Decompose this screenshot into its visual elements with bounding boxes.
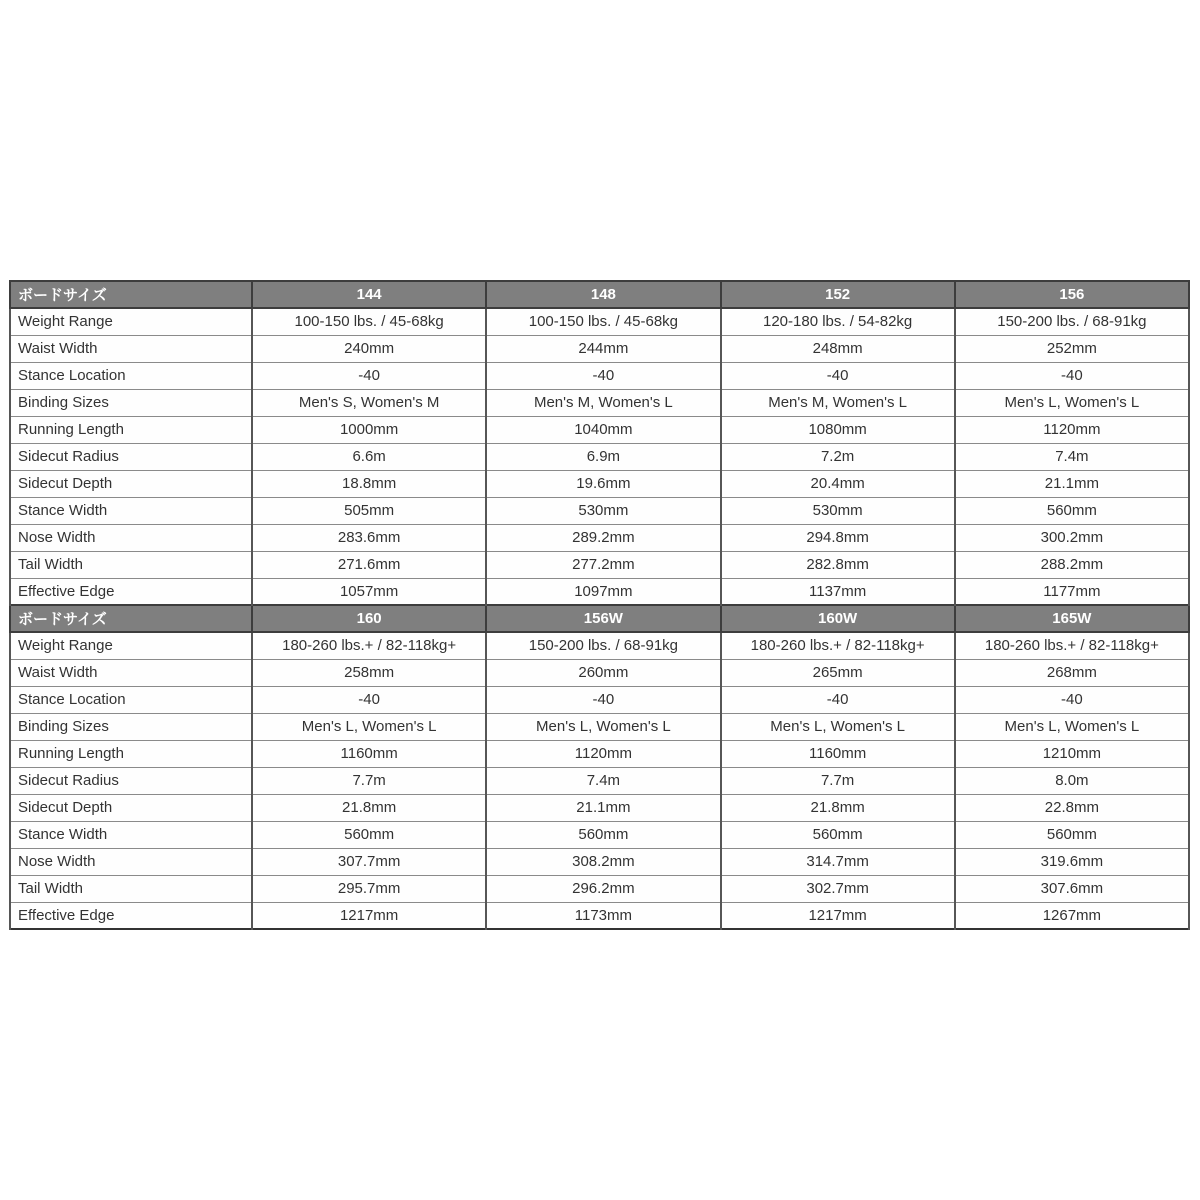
spec-value-cell: 21.8mm (721, 794, 955, 821)
spec-value-cell: 244mm (486, 335, 720, 362)
spec-row-label: Tail Width (10, 875, 252, 902)
spec-row-label: Effective Edge (10, 902, 252, 929)
spec-value-cell: 295.7mm (252, 875, 486, 902)
spec-value-cell: Men's M, Women's L (721, 389, 955, 416)
spec-value-cell: 258mm (252, 659, 486, 686)
spec-row (10, 902, 1189, 929)
spec-table-container (9, 280, 1190, 930)
spec-value-cell: 1120mm (955, 416, 1189, 443)
spec-value-cell: 560mm (721, 821, 955, 848)
section-header-row (10, 281, 1189, 308)
spec-row (10, 740, 1189, 767)
spec-value-cell: -40 (955, 686, 1189, 713)
spec-row (10, 821, 1189, 848)
spec-row (10, 848, 1189, 875)
spec-value-cell: 8.0m (955, 767, 1189, 794)
spec-value-cell: Men's L, Women's L (486, 713, 720, 740)
spec-row (10, 551, 1189, 578)
spec-value-cell: 1177mm (955, 578, 1189, 605)
spec-row-label: Binding Sizes (10, 713, 252, 740)
spec-value-cell: 7.4m (955, 443, 1189, 470)
spec-value-cell: 289.2mm (486, 524, 720, 551)
spec-value-cell: 18.8mm (252, 470, 486, 497)
spec-value-cell: 1080mm (721, 416, 955, 443)
size-column-header: 144 (252, 281, 486, 308)
spec-value-cell: 22.8mm (955, 794, 1189, 821)
spec-value-cell: -40 (955, 362, 1189, 389)
spec-value-cell: 248mm (721, 335, 955, 362)
spec-value-cell: 7.2m (721, 443, 955, 470)
spec-value-cell: 100-150 lbs. / 45-68kg (486, 308, 720, 335)
size-column-header: 152 (721, 281, 955, 308)
spec-value-cell: 240mm (252, 335, 486, 362)
spec-value-cell: 283.6mm (252, 524, 486, 551)
spec-row (10, 632, 1189, 659)
spec-value-cell: Men's L, Women's L (955, 713, 1189, 740)
spec-row-label: Stance Location (10, 362, 252, 389)
spec-value-cell: 560mm (955, 497, 1189, 524)
spec-row-label: Nose Width (10, 848, 252, 875)
spec-row (10, 875, 1189, 902)
spec-value-cell: 268mm (955, 659, 1189, 686)
spec-value-cell: 288.2mm (955, 551, 1189, 578)
spec-value-cell: 180-260 lbs.+ / 82-118kg+ (721, 632, 955, 659)
spec-value-cell: 1217mm (252, 902, 486, 929)
spec-value-cell: 6.9m (486, 443, 720, 470)
spec-value-cell: Men's L, Women's L (721, 713, 955, 740)
size-column-header: 160 (252, 605, 486, 632)
size-column-header: 156 (955, 281, 1189, 308)
spec-row-label: Sidecut Depth (10, 470, 252, 497)
spec-value-cell: 100-150 lbs. / 45-68kg (252, 308, 486, 335)
spec-value-cell: 314.7mm (721, 848, 955, 875)
spec-value-cell: 302.7mm (721, 875, 955, 902)
spec-row (10, 794, 1189, 821)
spec-row (10, 497, 1189, 524)
size-column-header: 165W (955, 605, 1189, 632)
spec-value-cell: 1000mm (252, 416, 486, 443)
spec-row-label: Stance Width (10, 497, 252, 524)
spec-value-cell: 21.1mm (955, 470, 1189, 497)
spec-row-label: Effective Edge (10, 578, 252, 605)
spec-value-cell: -40 (721, 686, 955, 713)
spec-value-cell: 308.2mm (486, 848, 720, 875)
spec-row (10, 308, 1189, 335)
spec-row (10, 686, 1189, 713)
spec-row-label: Tail Width (10, 551, 252, 578)
size-column-header: 148 (486, 281, 720, 308)
spec-value-cell: 307.6mm (955, 875, 1189, 902)
spec-row (10, 578, 1189, 605)
spec-row (10, 470, 1189, 497)
spec-value-cell: 252mm (955, 335, 1189, 362)
spec-row-label: Stance Location (10, 686, 252, 713)
spec-value-cell: Men's S, Women's M (252, 389, 486, 416)
spec-value-cell: 1057mm (252, 578, 486, 605)
spec-value-cell: 271.6mm (252, 551, 486, 578)
spec-row (10, 443, 1189, 470)
board-size-header: ボードサイズ (10, 281, 252, 308)
spec-value-cell: -40 (486, 686, 720, 713)
spec-table (9, 280, 1190, 930)
spec-value-cell: 1217mm (721, 902, 955, 929)
spec-value-cell: 19.6mm (486, 470, 720, 497)
spec-value-cell: 7.7m (721, 767, 955, 794)
spec-value-cell: Men's M, Women's L (486, 389, 720, 416)
spec-value-cell: 20.4mm (721, 470, 955, 497)
section-header-row (10, 605, 1189, 632)
spec-row-label: Running Length (10, 740, 252, 767)
spec-value-cell: 1120mm (486, 740, 720, 767)
spec-row (10, 713, 1189, 740)
spec-value-cell: 120-180 lbs. / 54-82kg (721, 308, 955, 335)
spec-value-cell: 7.4m (486, 767, 720, 794)
spec-value-cell: 296.2mm (486, 875, 720, 902)
spec-value-cell: 1137mm (721, 578, 955, 605)
spec-value-cell: Men's L, Women's L (252, 713, 486, 740)
spec-value-cell: 1097mm (486, 578, 720, 605)
spec-value-cell: 150-200 lbs. / 68-91kg (486, 632, 720, 659)
spec-value-cell: 6.6m (252, 443, 486, 470)
spec-value-cell: 560mm (955, 821, 1189, 848)
spec-row-label: Binding Sizes (10, 389, 252, 416)
spec-value-cell: 260mm (486, 659, 720, 686)
spec-value-cell: 1160mm (252, 740, 486, 767)
spec-row (10, 389, 1189, 416)
spec-row-label: Stance Width (10, 821, 252, 848)
spec-value-cell: 150-200 lbs. / 68-91kg (955, 308, 1189, 335)
spec-value-cell: 21.1mm (486, 794, 720, 821)
spec-value-cell: 505mm (252, 497, 486, 524)
spec-value-cell: 319.6mm (955, 848, 1189, 875)
spec-value-cell: 530mm (721, 497, 955, 524)
spec-value-cell: 282.8mm (721, 551, 955, 578)
spec-row (10, 659, 1189, 686)
spec-row-label: Weight Range (10, 308, 252, 335)
spec-value-cell: 560mm (252, 821, 486, 848)
spec-row (10, 524, 1189, 551)
spec-row (10, 362, 1189, 389)
spec-value-cell: 7.7m (252, 767, 486, 794)
spec-row-label: Nose Width (10, 524, 252, 551)
spec-value-cell: -40 (721, 362, 955, 389)
spec-row-label: Waist Width (10, 335, 252, 362)
spec-row (10, 767, 1189, 794)
spec-row (10, 416, 1189, 443)
spec-value-cell: 1210mm (955, 740, 1189, 767)
size-column-header: 156W (486, 605, 720, 632)
spec-value-cell: -40 (252, 362, 486, 389)
spec-value-cell: 1267mm (955, 902, 1189, 929)
spec-row-label: Weight Range (10, 632, 252, 659)
spec-row-label: Sidecut Radius (10, 767, 252, 794)
spec-row-label: Running Length (10, 416, 252, 443)
spec-row-label: Waist Width (10, 659, 252, 686)
spec-value-cell: 180-260 lbs.+ / 82-118kg+ (252, 632, 486, 659)
spec-value-cell: 1040mm (486, 416, 720, 443)
spec-value-cell: 1173mm (486, 902, 720, 929)
spec-value-cell: 277.2mm (486, 551, 720, 578)
spec-value-cell: -40 (252, 686, 486, 713)
spec-row-label: Sidecut Depth (10, 794, 252, 821)
spec-row-label: Sidecut Radius (10, 443, 252, 470)
spec-value-cell: 1160mm (721, 740, 955, 767)
spec-value-cell: Men's L, Women's L (955, 389, 1189, 416)
spec-value-cell: 265mm (721, 659, 955, 686)
board-size-header: ボードサイズ (10, 605, 252, 632)
spec-value-cell: 530mm (486, 497, 720, 524)
spec-value-cell: -40 (486, 362, 720, 389)
spec-value-cell: 294.8mm (721, 524, 955, 551)
spec-value-cell: 307.7mm (252, 848, 486, 875)
size-column-header: 160W (721, 605, 955, 632)
spec-value-cell: 180-260 lbs.+ / 82-118kg+ (955, 632, 1189, 659)
spec-value-cell: 560mm (486, 821, 720, 848)
spec-value-cell: 21.8mm (252, 794, 486, 821)
spec-value-cell: 300.2mm (955, 524, 1189, 551)
spec-row (10, 335, 1189, 362)
